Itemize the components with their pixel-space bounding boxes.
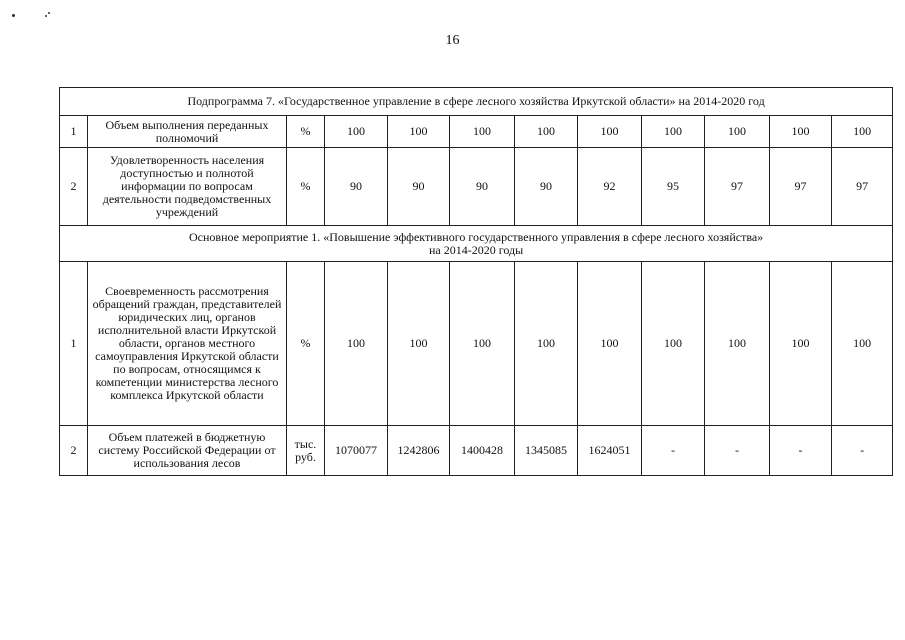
scan-speck xyxy=(48,12,50,14)
measure-title xyxy=(60,226,893,262)
table-row xyxy=(60,262,893,426)
value-cell: 100 xyxy=(705,116,770,148)
value-cell: 1400428 xyxy=(450,426,515,476)
value-cell: 90 xyxy=(388,148,450,226)
row-index: 1 xyxy=(60,262,88,426)
unit-cell: % xyxy=(287,262,325,426)
scan-speck xyxy=(45,15,47,17)
value-cell: 100 xyxy=(388,262,450,426)
value-cell: 100 xyxy=(325,116,388,148)
value-cell: 100 xyxy=(450,116,515,148)
value-cell: 100 xyxy=(642,116,705,148)
value-cell: 100 xyxy=(770,116,832,148)
unit-line: тыс. xyxy=(294,436,317,451)
table-row xyxy=(60,426,893,476)
value-cell: - xyxy=(642,426,705,476)
value-cell: 100 xyxy=(832,262,893,426)
indicator-name: Удовлетворенность населения доступностью и полнотой информации по вопросам деятельности подведомственных учреждений xyxy=(88,148,287,226)
unit-cell: % xyxy=(287,148,325,226)
value-cell: 100 xyxy=(578,116,642,148)
value-cell: 97 xyxy=(832,148,893,226)
unit-cell xyxy=(287,426,325,476)
row-index: 2 xyxy=(60,148,88,226)
unit-line: руб. xyxy=(295,449,316,464)
value-cell: 100 xyxy=(515,116,578,148)
measure-title-line: на 2014-2020 годы xyxy=(428,242,524,257)
value-cell: 90 xyxy=(325,148,388,226)
value-cell: 1345085 xyxy=(515,426,578,476)
table-row xyxy=(60,116,893,148)
value-cell: 100 xyxy=(450,262,515,426)
value-cell: 90 xyxy=(450,148,515,226)
subprogram-title: Подпрограмма 7. «Государственное управление в сфере лесного хозяйства Иркутской области» на 2014-2020 год xyxy=(60,88,893,116)
value-cell: 100 xyxy=(515,262,578,426)
value-cell: 90 xyxy=(515,148,578,226)
row-index: 2 xyxy=(60,426,88,476)
scan-speck xyxy=(12,14,15,17)
value-cell: 1624051 xyxy=(578,426,642,476)
row-index: 1 xyxy=(60,116,88,148)
value-cell: 100 xyxy=(578,262,642,426)
value-cell: 100 xyxy=(770,262,832,426)
indicator-name: Своевременность рассмотрения обращений граждан, представителей юридических лиц, органов исполнительной власти Иркутской области, органов местного самоуправления Иркутской области по вопросам, относящимся к компетенции министерства лесного комплекса Иркутской области xyxy=(88,262,287,426)
value-cell: 97 xyxy=(705,148,770,226)
value-cell: 1070077 xyxy=(325,426,388,476)
indicator-name: Объем выполнения переданных полномочий xyxy=(88,116,287,148)
unit-cell: % xyxy=(287,116,325,148)
value-cell: 100 xyxy=(325,262,388,426)
value-cell: 100 xyxy=(705,262,770,426)
value-cell: 100 xyxy=(642,262,705,426)
value-cell: 95 xyxy=(642,148,705,226)
table-row xyxy=(60,148,893,226)
subprogram-header-row xyxy=(60,88,893,116)
value-cell: 92 xyxy=(578,148,642,226)
value-cell: 1242806 xyxy=(388,426,450,476)
value-cell: - xyxy=(832,426,893,476)
measure-title-line: Основное мероприятие 1. «Повышение эффективного государственного управления в сфере лесного хозяйства» xyxy=(189,229,764,244)
value-cell: 100 xyxy=(388,116,450,148)
indicator-name: Объем платежей в бюджетную систему Российской Федерации от использования лесов xyxy=(88,426,287,476)
value-cell: 100 xyxy=(832,116,893,148)
value-cell: 97 xyxy=(770,148,832,226)
value-cell: - xyxy=(770,426,832,476)
indicators-table xyxy=(59,87,893,476)
measure-header-row xyxy=(60,226,893,262)
value-cell: - xyxy=(705,426,770,476)
page-number: 16 xyxy=(445,33,460,48)
